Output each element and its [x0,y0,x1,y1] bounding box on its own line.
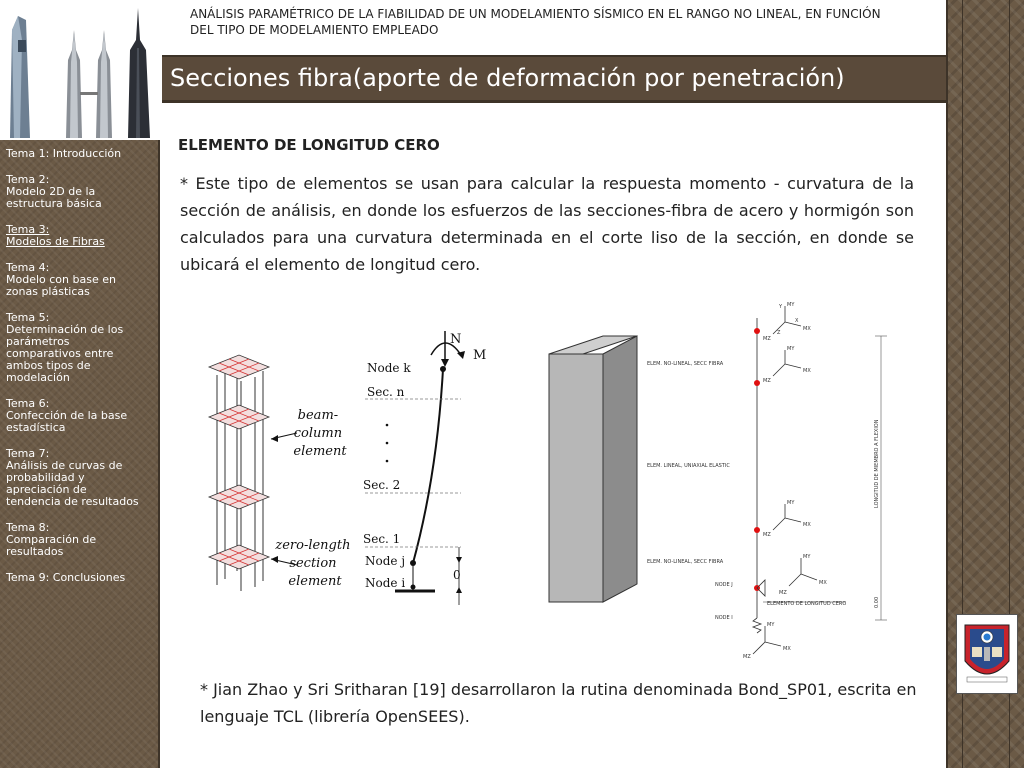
skyscrapers-logo [0,0,160,140]
zero-length-text: ELEMENTO DE LONGITUD CERO [767,601,847,607]
sidebar-item-line: apreciación de [6,483,87,496]
node-i-text: NODE I [715,615,733,621]
sidebar-item-line: Confección de la base [6,409,128,422]
sidebar-item-line: Tema 4: [6,261,50,274]
zero-label-2: section [289,556,337,571]
sidebar-item-line: Tema 1: Introducción [6,147,122,160]
mx-label-2: MX [803,368,811,374]
beam-label-1: beam- [297,408,339,423]
member-length-label: LONGITUD DE MIEMBRO A FLEXION [874,419,880,508]
column-block-3d [545,334,640,606]
sidebar-item-line: tendencia de resultados [6,495,139,508]
sidebar-item-line: Tema 8: [6,521,50,534]
zero-label-1: zero-length [275,538,351,553]
sidebar-item-line: comparativos entre [6,347,114,360]
sec-2-label: Sec. 2 [363,478,401,492]
sidebar-item-line: Comparación de [6,533,97,546]
mx-label-4: MX [819,580,827,586]
elem-fiber-label-2: ELEM. NO-LINEAL, SECC FIBRA [647,559,724,565]
sidebar-item-tema-7[interactable] [6,448,156,508]
fiber-section-slabs [209,355,269,569]
sidebar-item-line: probabilidad y [6,471,85,484]
mz-label-3: MZ [763,532,771,538]
my-label-3: MY [787,500,795,506]
sidebar-item-line: Modelo 2D de la [6,185,96,198]
element-model-schematic [645,298,895,660]
my-label-2: MY [787,346,795,352]
sidebar-item-tema-9[interactable] [6,572,156,584]
svg-text:zero-length section el [274,538,354,589]
mx-label-3: MX [803,522,811,528]
mx-label-1: MX [803,326,811,332]
sidebar [0,0,160,768]
presentation-subtitle: ANÁLISIS PARAMÉTRICO DE LA FIABILIDAD DE UN MODELAMIENTO SÍSMICO EN EL RANGO NO LINEAL, EN FUNCIÓN DEL TIPO DE MODELAMIENTO EMPLEADO [190,7,881,37]
sidebar-item-tema-1[interactable] [6,148,156,160]
sidebar-item-line: Modelos de Fibras [6,235,105,248]
x-label-1: X [795,318,799,324]
section-heading: ELEMENTO DE LONGITUD CERO [178,136,440,154]
elem-fiber-label-1: ELEM. NO-LINEAL, SECC FIBRA [647,361,724,367]
mz-label-4: MZ [779,590,787,596]
beam-label-3: element [293,444,347,459]
sidebar-item-line: Tema 3: [6,223,50,236]
beam-label-2: column [293,426,343,441]
sidebar-item-line: Análisis de curvas de [6,459,123,472]
university-seal [956,614,1018,694]
sidebar-item-line: estadística [6,421,66,434]
dimension-value: 0.00 [874,596,880,608]
sidebar-item-line: modelación [6,371,70,384]
column-deflection-curve [413,369,443,563]
node-j-label: Node j [365,554,406,568]
sidebar-item-line: parámetros [6,335,70,348]
sidebar-item-tema-5[interactable] [6,312,156,384]
sec-n-label: Sec. n [367,385,405,399]
sidebar-item-line: ambos tipos de [6,359,91,372]
slide-title: Secciones fibra(aporte de deformación por penetración) [170,64,845,92]
my-label-5: MY [767,622,775,628]
mx-label-5: MX [783,646,791,652]
sidebar-item-line: Modelo con base en [6,273,116,286]
my-label-4: MY [803,554,811,560]
sidebar-item-line: resultados [6,545,64,558]
sidebar-item-line: Tema 7: [6,447,50,460]
sidebar-item-tema-6[interactable] [6,398,156,434]
sidebar-item-tema-4[interactable] [6,262,156,298]
sidebar-item-line: Tema 5: [6,311,50,324]
sidebar-item-line: Tema 6: [6,397,50,410]
fiber-model-diagram [205,325,495,615]
mz-label-1: MZ [763,336,771,342]
my-label-1: MY [787,302,795,308]
mz-label-5: MZ [743,654,751,660]
sidebar-item-tema-2[interactable] [6,174,156,210]
sidebar-item-line: Tema 9: Conclusiones [6,571,126,584]
node-i-label: Node i [365,576,406,590]
mz-label-2: MZ [763,378,771,384]
sidebar-item-line: Tema 2: [6,173,50,186]
reference-footnote: * Jian Zhao y Sri Sritharan [19] desarrollaron la rutina denominada Bond_SP01, escrita en lenguaje TCL (librería OpenSEES). [200,680,917,726]
node-k-label: Node k [367,361,411,375]
zero-label-3: element [288,574,342,589]
sidebar-item-line: Determinación de los [6,323,124,336]
sidebar-item-tema-8[interactable] [6,522,156,558]
topic-nav [6,148,156,598]
sec-1-label: Sec. 1 [363,532,401,546]
sidebar-item-tema-3[interactable] [6,224,156,248]
moment-label: M [473,348,487,363]
title-bar [162,55,946,103]
zero-dimension-label: 0 [453,568,461,582]
svg-text:beam- column element [293,408,347,459]
description-paragraph: * Este tipo de elementos se usan para calcular la respuesta momento - curvatura de la sección de análisis, en donde los esfuerzos de las secciones-fibra de acero y hormigón son calculados para una curvatura determinada en el corte liso de la sección, en donde se ubicará el elemento de longitud cero. [180,174,914,274]
z-label-1: Z [777,330,781,336]
y-label-1: Y [779,304,783,310]
axial-load-label: N [450,332,462,347]
node-j-text: NODE J [715,582,733,588]
elem-linear-label: ELEM. LINEAL, UNIAXIAL ELASTIC [647,463,730,469]
sidebar-item-line: estructura básica [6,197,102,210]
sidebar-item-line: zonas plásticas [6,285,90,298]
